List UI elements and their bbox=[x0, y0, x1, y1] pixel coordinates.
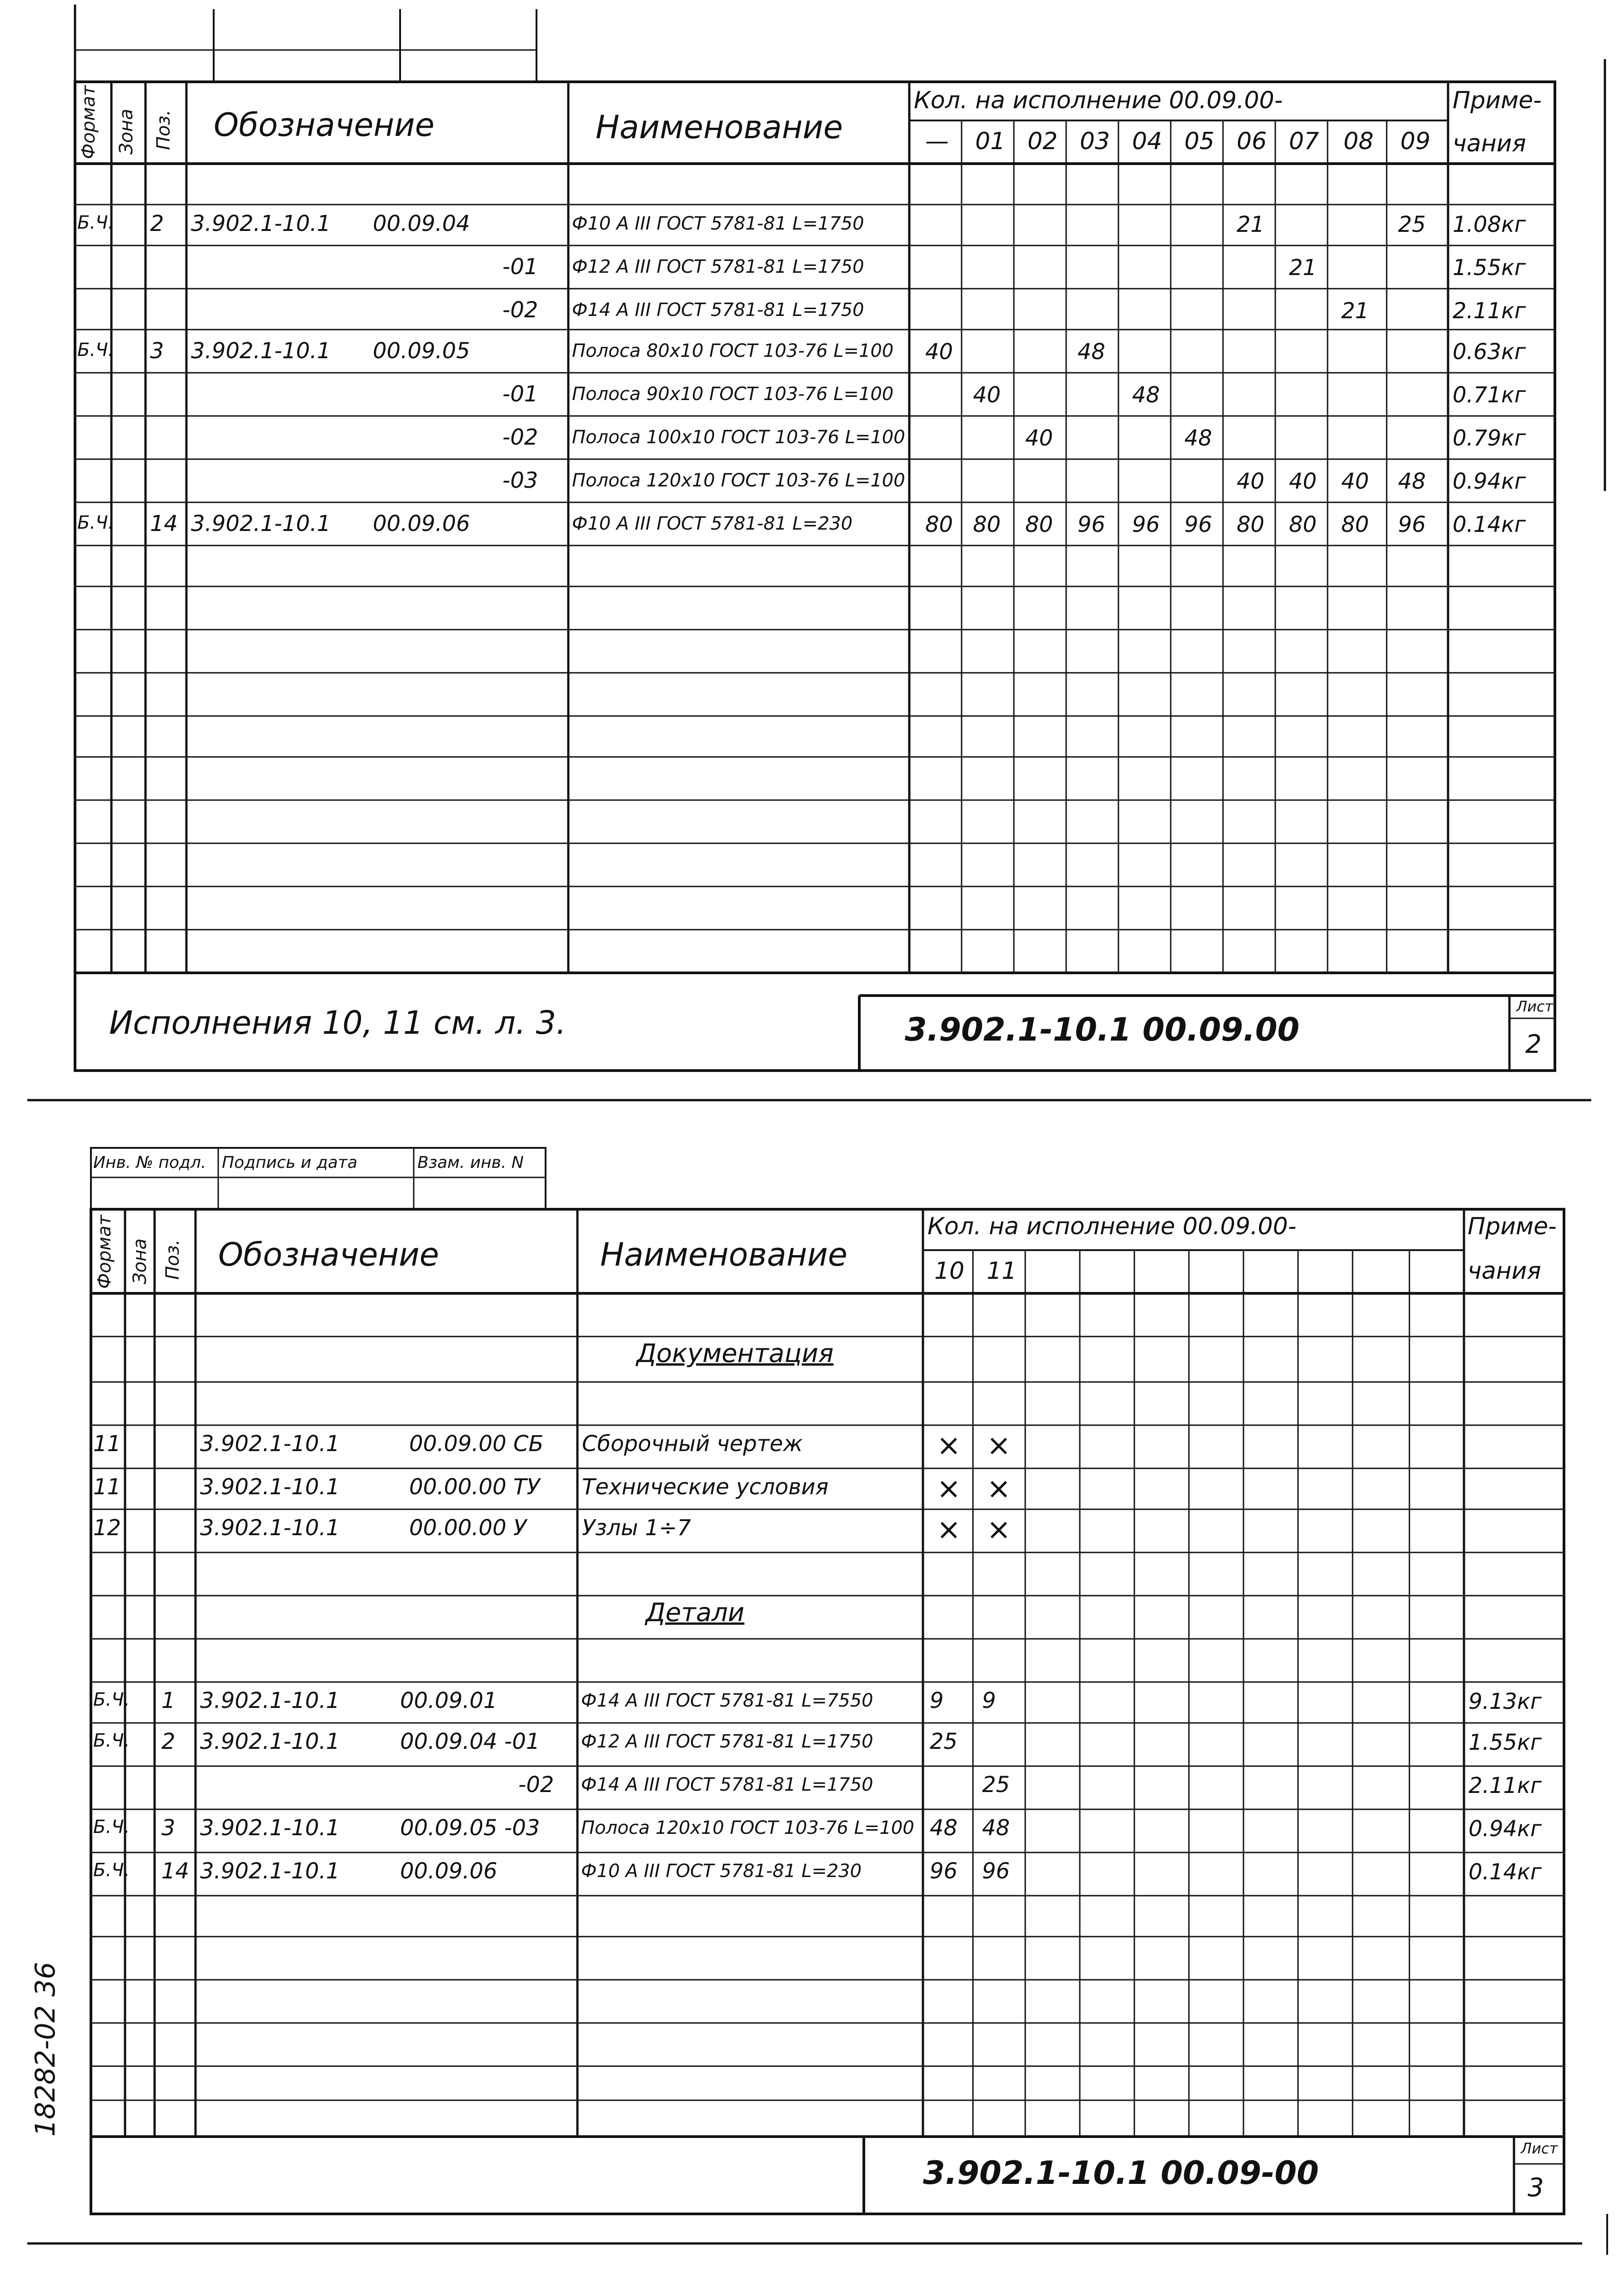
variant-header: 01 bbox=[975, 128, 1006, 155]
row-note: 1.08кг bbox=[1453, 212, 1526, 237]
row-format: Б.Ч. bbox=[93, 1689, 130, 1710]
row-qty: 80 bbox=[925, 512, 953, 537]
stamp-replaced: Взам. инв. N bbox=[417, 1153, 524, 1172]
row-qty: 80 bbox=[973, 512, 1001, 537]
header-name: Наименование bbox=[596, 109, 843, 146]
header-notes-1: Приме- bbox=[1468, 1213, 1557, 1240]
row-code: 00.09.05 -03 bbox=[400, 1815, 540, 1841]
row-format: 11 bbox=[93, 1431, 121, 1457]
row-code: 00.09.01 bbox=[400, 1688, 497, 1713]
row-designation: 3.902.1-10.1 bbox=[200, 1431, 340, 1457]
title-block-code: 3.902.1-10.1 00.09.00 bbox=[905, 1011, 1300, 1048]
row-qty: 21 bbox=[1341, 298, 1369, 324]
row-format: Б.Ч. bbox=[93, 1817, 130, 1837]
header-designation: Обозначение bbox=[214, 106, 435, 144]
row-qty: 48 bbox=[1398, 469, 1426, 494]
row-note: 0.79кг bbox=[1453, 426, 1526, 451]
row-pos: 3 bbox=[150, 338, 164, 364]
row-name: Ф10 А III ГОСТ 5781-81 L=230 bbox=[572, 513, 853, 534]
row-code: 00.09.04 -01 bbox=[400, 1729, 540, 1754]
row-designation: 3.902.1-10.1 bbox=[200, 1474, 340, 1500]
row-name: Ф14 А III ГОСТ 5781-81 L=1750 bbox=[572, 300, 864, 320]
row-name: Сборочный чертеж bbox=[582, 1431, 803, 1457]
sheet-number: 3 bbox=[1528, 2173, 1544, 2203]
row-designation: 3.902.1-10.1 bbox=[191, 338, 331, 364]
variant-header: 10 bbox=[934, 1257, 965, 1285]
row-qty: 21 bbox=[1237, 212, 1265, 237]
row-designation: 3.902.1-10.1 bbox=[200, 1515, 340, 1541]
header-qty-title: Кол. на исполнение 00.09.00- bbox=[927, 1213, 1297, 1240]
row-pos: 3 bbox=[161, 1815, 175, 1841]
header-zone: Зона bbox=[116, 109, 137, 155]
row-pos: 2 bbox=[161, 1729, 175, 1754]
row-format: 11 bbox=[93, 1474, 121, 1500]
stamp-signature: Подпись и дата bbox=[222, 1153, 358, 1172]
row-code: 00.00.00 У bbox=[409, 1515, 527, 1541]
row-name: Ф14 А III ГОСТ 5781-81 L=7550 bbox=[581, 1690, 873, 1711]
cross-mark: × bbox=[987, 1513, 1011, 1547]
row-qty: 40 bbox=[1237, 469, 1265, 494]
footer-note: Исполнения 10, 11 см. л. 3. bbox=[109, 1004, 566, 1041]
variant-header: — bbox=[925, 128, 949, 155]
header-zone: Зона bbox=[130, 1238, 150, 1284]
row-designation: 3.902.1-10.1 bbox=[200, 1815, 340, 1841]
row-designation: 3.902.1-10.1 bbox=[200, 1729, 340, 1754]
row-qty: 96 bbox=[982, 1858, 1010, 1884]
row-name: Полоса 90х10 ГОСТ 103-76 L=100 bbox=[572, 384, 894, 405]
row-qty: 40 bbox=[1341, 469, 1369, 494]
variant-header: 03 bbox=[1080, 128, 1110, 155]
row-qty: 80 bbox=[1289, 512, 1317, 537]
header-designation: Обозначение bbox=[218, 1236, 439, 1273]
row-designation: 3.902.1-10.1 bbox=[200, 1688, 340, 1713]
header-pos: Поз. bbox=[153, 110, 174, 150]
variant-header: 11 bbox=[987, 1257, 1017, 1285]
row-code: -02 bbox=[502, 297, 538, 323]
row-qty: 40 bbox=[1289, 469, 1317, 494]
row-name: Полоса 120х10 ГОСТ 103-76 L=100 bbox=[572, 470, 905, 491]
row-qty: 9 bbox=[982, 1688, 996, 1713]
row-qty: 48 bbox=[1078, 339, 1106, 365]
row-code: -02 bbox=[518, 1772, 554, 1797]
row-note: 0.94кг bbox=[1453, 469, 1526, 494]
cross-mark: × bbox=[987, 1429, 1011, 1462]
row-qty: 80 bbox=[1341, 512, 1369, 537]
row-qty: 40 bbox=[973, 382, 1001, 408]
header-notes-1: Приме- bbox=[1453, 87, 1542, 114]
row-designation: 3.902.1-10.1 bbox=[191, 511, 331, 536]
row-name: Полоса 80х10 ГОСТ 103-76 L=100 bbox=[572, 340, 894, 361]
header-format: Формат bbox=[94, 1215, 115, 1289]
row-pos: 2 bbox=[150, 211, 164, 236]
row-qty: 9 bbox=[930, 1688, 944, 1713]
header-pos: Поз. bbox=[162, 1239, 183, 1280]
header-notes-2: чания bbox=[1453, 130, 1526, 157]
row-name: Технические условия bbox=[582, 1474, 829, 1500]
title-block-code: 3.902.1-10.1 00.09-00 bbox=[923, 2154, 1319, 2192]
row-code: 00.09.00 СБ bbox=[409, 1431, 544, 1457]
variant-header: 02 bbox=[1028, 128, 1058, 155]
row-name: Ф10 А III ГОСТ 5781-81 L=230 bbox=[581, 1861, 862, 1882]
row-code: -02 bbox=[502, 425, 538, 450]
row-qty: 80 bbox=[1025, 512, 1053, 537]
row-qty: 96 bbox=[1132, 512, 1160, 537]
sheet-label: Лист bbox=[1516, 998, 1554, 1015]
variant-header: 07 bbox=[1289, 128, 1319, 155]
row-format: Б.Ч. bbox=[77, 340, 114, 360]
row-code: 00.09.05 bbox=[373, 338, 470, 364]
row-name: Узлы 1÷7 bbox=[582, 1515, 691, 1541]
variant-header: 05 bbox=[1184, 128, 1215, 155]
row-format: Б.Ч. bbox=[77, 512, 114, 533]
row-qty: 40 bbox=[925, 339, 953, 365]
row-format: Б.Ч. bbox=[77, 212, 114, 233]
row-code: -03 bbox=[502, 468, 538, 493]
row-code: 00.00.00 ТУ bbox=[409, 1474, 540, 1500]
row-note: 0.63кг bbox=[1453, 339, 1526, 365]
row-code: -01 bbox=[502, 254, 538, 280]
stamp-inv-no: Инв. № подл. bbox=[93, 1153, 206, 1172]
variant-header: 06 bbox=[1237, 128, 1267, 155]
row-name: Ф12 А III ГОСТ 5781-81 L=1750 bbox=[581, 1731, 873, 1752]
row-qty: 48 bbox=[1132, 382, 1160, 408]
row-pos: 14 bbox=[150, 511, 178, 536]
section-documentation: Документация bbox=[637, 1339, 834, 1368]
row-qty: 96 bbox=[1398, 512, 1426, 537]
row-qty: 80 bbox=[1237, 512, 1265, 537]
row-note: 0.71кг bbox=[1453, 382, 1526, 408]
row-name: Ф14 А III ГОСТ 5781-81 L=1750 bbox=[581, 1774, 873, 1795]
margin-stamp: 18282-02 36 bbox=[30, 1962, 61, 2137]
row-format: 12 bbox=[93, 1515, 121, 1541]
sheet-number: 2 bbox=[1525, 1030, 1542, 1059]
cross-mark: × bbox=[937, 1513, 961, 1547]
row-format: Б.Ч. bbox=[93, 1860, 130, 1881]
cross-mark: × bbox=[937, 1472, 961, 1506]
row-pos: 14 bbox=[161, 1858, 190, 1884]
row-pos: 1 bbox=[161, 1688, 175, 1713]
row-code: 00.09.06 bbox=[400, 1858, 497, 1884]
row-note: 1.55кг bbox=[1469, 1730, 1542, 1755]
row-designation: 3.902.1-10.1 bbox=[200, 1858, 340, 1884]
header-notes-2: чания bbox=[1468, 1257, 1541, 1285]
row-qty: 48 bbox=[930, 1815, 958, 1841]
row-qty: 40 bbox=[1025, 426, 1053, 451]
row-note: 2.11кг bbox=[1469, 1773, 1542, 1798]
row-note: 2.11кг bbox=[1453, 298, 1526, 324]
row-code: 00.09.04 bbox=[373, 211, 470, 236]
row-qty: 96 bbox=[1184, 512, 1213, 537]
row-name: Ф10 А III ГОСТ 5781-81 L=1750 bbox=[572, 213, 864, 234]
cross-mark: × bbox=[987, 1472, 1011, 1506]
row-qty: 25 bbox=[930, 1729, 958, 1754]
row-qty: 96 bbox=[930, 1858, 958, 1884]
cross-mark: × bbox=[937, 1429, 961, 1462]
header-qty-title: Кол. на исполнение 00.09.00- bbox=[914, 87, 1283, 114]
row-note: 0.94кг bbox=[1469, 1816, 1542, 1842]
variant-header: 04 bbox=[1132, 128, 1163, 155]
row-name: Полоса 100х10 ГОСТ 103-76 L=100 bbox=[572, 427, 905, 448]
row-qty: 21 bbox=[1289, 255, 1317, 280]
variant-header: 08 bbox=[1343, 128, 1374, 155]
row-note: 9.13кг bbox=[1469, 1689, 1542, 1714]
row-name: Ф12 А III ГОСТ 5781-81 L=1750 bbox=[572, 256, 864, 277]
row-note: 0.14кг bbox=[1469, 1859, 1542, 1885]
row-qty: 48 bbox=[1184, 426, 1213, 451]
row-qty: 48 bbox=[982, 1815, 1010, 1841]
header-name: Наименование bbox=[600, 1236, 847, 1273]
row-designation: 3.902.1-10.1 bbox=[191, 211, 331, 236]
row-qty: 96 bbox=[1078, 512, 1106, 537]
row-qty: 25 bbox=[1398, 212, 1426, 237]
header-format: Формат bbox=[78, 85, 99, 159]
sheet-label: Лист bbox=[1521, 2140, 1558, 2157]
row-code: -01 bbox=[502, 381, 538, 407]
row-code: 00.09.06 bbox=[373, 511, 470, 536]
row-format: Б.Ч. bbox=[93, 1730, 130, 1751]
row-name: Полоса 120х10 ГОСТ 103-76 L=100 bbox=[581, 1817, 914, 1838]
section-parts: Детали bbox=[646, 1598, 745, 1627]
row-note: 0.14кг bbox=[1453, 512, 1526, 537]
row-qty: 25 bbox=[982, 1772, 1010, 1797]
row-note: 1.55кг bbox=[1453, 255, 1526, 280]
variant-header: 09 bbox=[1400, 128, 1431, 155]
